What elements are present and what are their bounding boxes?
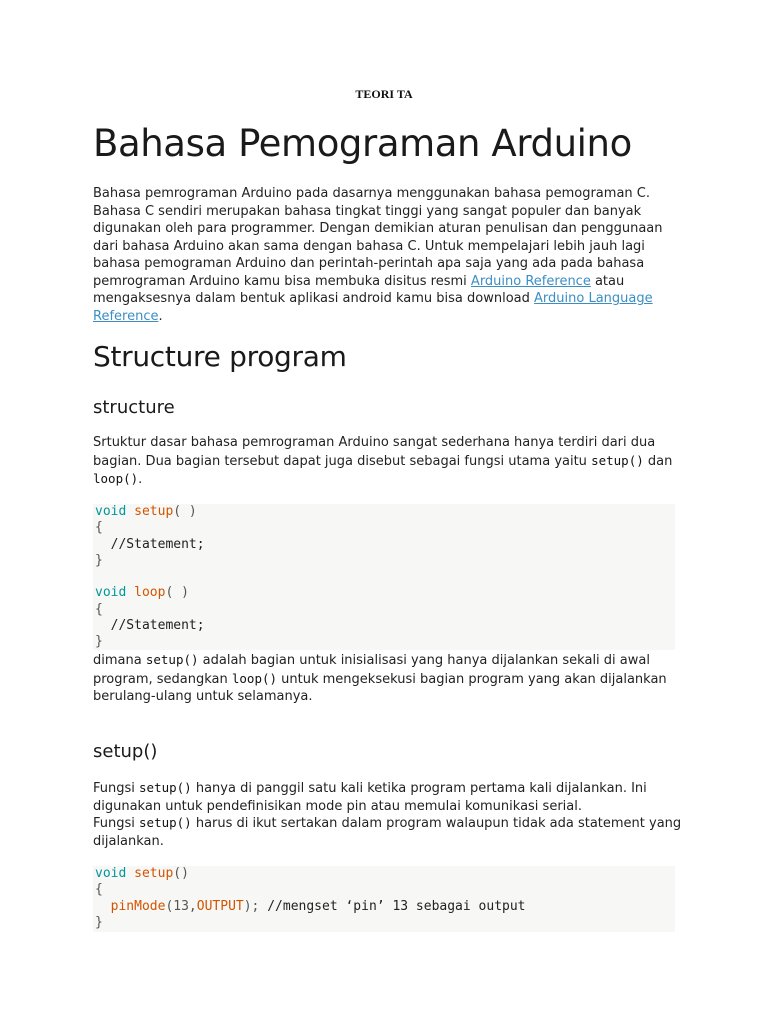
subheading-setup: setup() [93,741,158,762]
code-keyword-void: void [95,585,127,601]
structure-paragraph [93,434,683,489]
setup-paragraph-2 [93,814,683,850]
code-line-pinmode [95,899,675,915]
setup-p2-text-part1: Fungsi [93,816,140,831]
code-line [95,866,675,882]
subheading-structure: structure [93,397,175,418]
code-block-structure [93,504,675,650]
code-statement: //Statement; [95,618,205,634]
explanation-text-part2: adalah bagian untuk inisialisasi yang hanya dijalankan sekali di awal program, sedangkan [93,653,650,687]
structure-text-part2: dan [643,453,673,469]
code-function-setup: setup [134,866,174,881]
code-paren: ( ) [173,504,197,519]
code-indent [95,899,111,914]
structure-text-part3: . [138,472,143,487]
code-function-pinmode: pinMode [110,898,166,914]
code-block-setup [93,866,675,932]
code-brace-open: { [95,520,103,536]
code-function-setup: setup [134,504,174,519]
explanation-text-part1: dimana [93,653,146,668]
code-brace-close: } [95,552,103,568]
code-statement: //Statement; [95,536,205,552]
setup-p1-text-part2: hanya di panggil satu kali ketika program pertama kali dijalankan. Ini digunakan untuk pendefinisikan mode pin atau memulai komunikasi serial. [93,781,647,814]
inline-code-setup: setup() [591,452,644,468]
code-keyword-void: void [95,504,127,519]
setup-p2-text-part2: harus di ikut sertakan dalam program walaupun tidak ada statement yang dijalankan. [93,816,682,849]
inline-code-loop: loop() [231,670,278,686]
setup-paragraph-1 [93,779,683,815]
intro-text-part3: . [158,308,163,324]
code-args-close: ); [243,898,260,914]
section-title-structure-program: Structure program [93,340,347,373]
structure-text-part1: Srtuktur dasar bahasa pemrograman Arduino sangat sederhana hanya terdiri dari dua bagian. Dua bagian tersebut dapat juga disebut sebagai fungsi utama yaitu [93,435,656,469]
code-brace-close: } [95,914,103,930]
code-paren: () [173,866,189,881]
code-line [95,585,675,601]
inline-code-setup: setup() [139,780,192,795]
inline-code-loop: loop() [93,471,139,486]
code-function-loop: loop [134,585,166,601]
inline-code-setup: setup() [145,652,199,667]
intro-text-part2: atau mengaksesnya dalam bentuk aplikasi android kamu bisa download [93,273,625,306]
code-brace-open: { [95,882,103,898]
inline-code-setup: setup() [139,815,192,830]
code-args-open: (13, [165,898,197,914]
code-line [95,504,675,520]
document-header-label: TEORI TA [355,87,413,101]
code-constant-output: OUTPUT [196,898,244,914]
code-paren: ( ) [165,585,189,601]
setup-p1-text-part1: Fungsi [93,781,140,796]
arduino-reference-link[interactable]: Arduino Reference [470,273,591,289]
code-blank-line [95,569,675,585]
code-brace-open: { [95,601,103,617]
page-title: Bahasa Pemograman Arduino [93,122,632,165]
setup-loop-explanation-paragraph [93,651,683,706]
code-keyword-void: void [95,866,127,881]
explanation-text-part3: untuk mengeksekusi bagian program yang akan dijalankan berulang-ulang untuk selamanya. [93,671,667,704]
code-comment: //mengset ‘pin’ 13 sebagai output [259,898,526,914]
code-brace-close: } [95,634,103,650]
arduino-language-reference-link[interactable]: Arduino Language Reference [93,291,653,324]
intro-paragraph [93,185,683,325]
intro-text-part1: Bahasa pemrograman Arduino pada dasarnya menggunakan bahasa pemograman C. Bahasa C sendiri merupakan bahasa tingkat tinggi yang sangat populer dan banyak digunakan oleh para programmer. Dengan demikian aturan penulisan dan penggunaan dari bahasa Arduino akan sama dengan bahasa C. Untuk mempelajari lebih jauh lagi bahasa pemograman Arduino dan perintah-perintah apa saja yang ada pada bahasa pemrograman Arduino kamu bisa membuka disitus resmi [93,186,663,289]
